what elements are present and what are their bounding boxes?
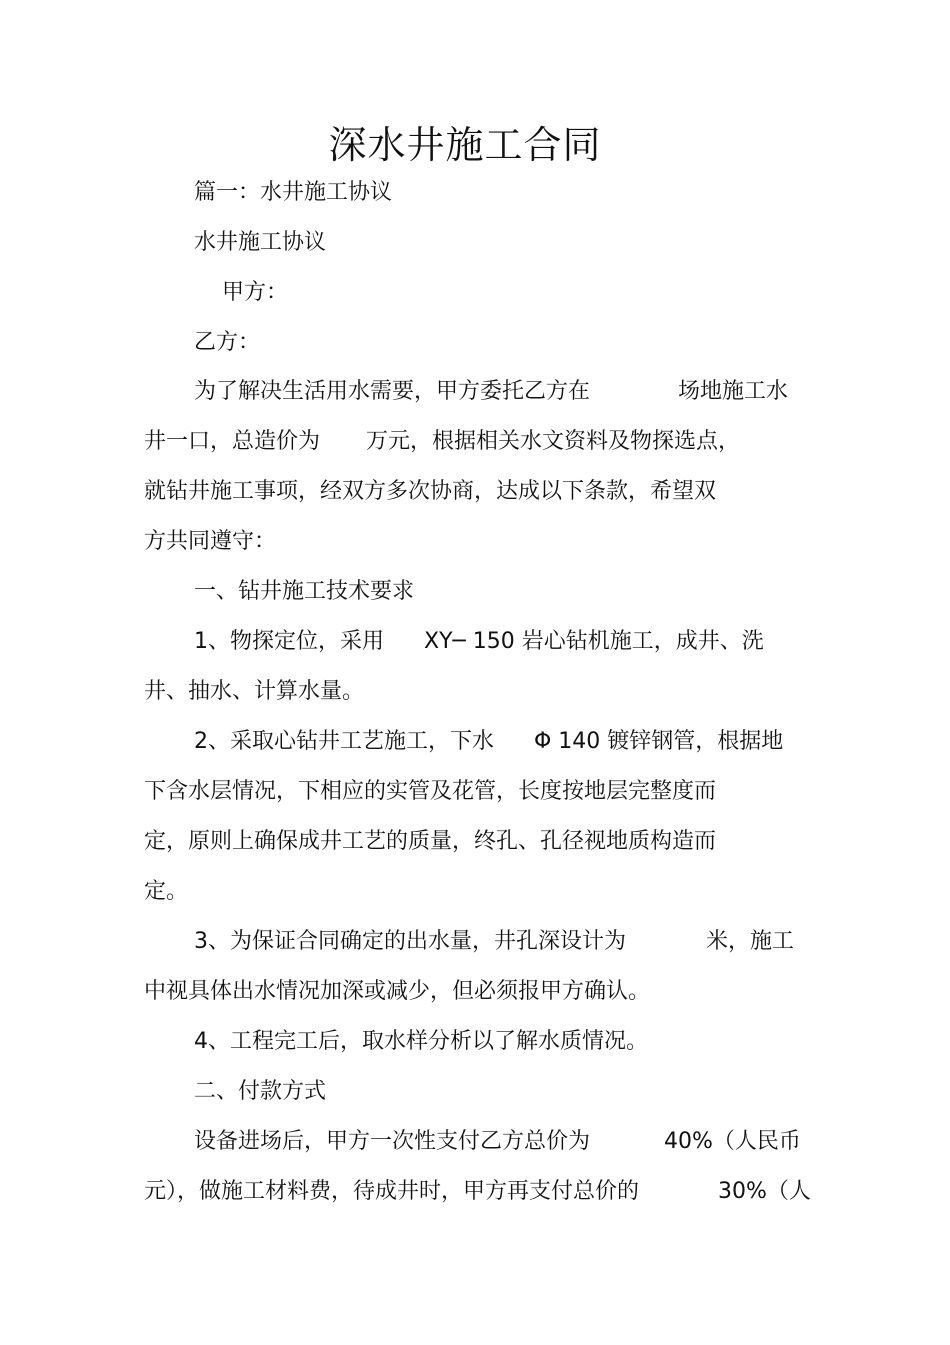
intro-line-4: 方共同遵守： <box>144 529 277 554</box>
section-2-heading: 二、付款方式 <box>194 1079 327 1104</box>
item-3-line-1b: 米，施工 <box>706 929 795 954</box>
item-1-line-1b: XY─ 150 岩心钻机施工，成井、洗 <box>424 629 764 654</box>
intro-line-2a: 井一口，总造价为 <box>144 429 321 454</box>
payment-line-2b: 30%（人 <box>718 1179 811 1204</box>
item-2-line-1a: 2、采取心钻井工艺施工，下水 <box>194 729 494 754</box>
chapter-heading: 篇一：水井施工协议 <box>194 180 393 205</box>
item-3-line-1a: 3、为保证合同确定的出水量，井孔深设计为 <box>194 929 626 954</box>
item-4-line: 4、工程完工后，取水样分析以了解水质情况。 <box>194 1029 648 1054</box>
item-2-line-4: 定。 <box>144 879 189 904</box>
subtitle: 水井施工协议 <box>194 230 327 255</box>
intro-line-1b: 场地施工水 <box>678 379 789 404</box>
payment-line-2a: 元），做施工材料费，待成井时，甲方再支付总价的 <box>144 1179 640 1204</box>
intro-line-3: 就钻井施工事项，经双方多次协商，达成以下条款，希望双 <box>144 479 717 504</box>
party-a-label: 甲方： <box>222 280 289 305</box>
item-2-line-2: 下含水层情况，下相应的实管及花管，长度按地层完整度而 <box>144 779 717 804</box>
payment-line-1a: 设备进场后，甲方一次性支付乙方总价为 <box>194 1129 591 1154</box>
item-2-line-1b: Φ 140 镀锌钢管，根据地 <box>534 729 784 754</box>
intro-line-2b: 万元，根据相关水文资料及物探选点， <box>366 429 741 454</box>
document-title: 深水井施工合同 <box>328 123 602 167</box>
payment-line-1b: 40%（人民币 <box>664 1129 801 1154</box>
section-1-heading: 一、钻井施工技术要求 <box>194 579 415 604</box>
item-1-line-1a: 1、物探定位，采用 <box>194 629 384 654</box>
party-b-label: 乙方： <box>194 330 261 355</box>
item-3-line-2: 中视具体出水情况加深或减少，但必须报甲方确认。 <box>144 979 651 1004</box>
intro-line-1a: 为了解决生活用水需要，甲方委托乙方在 <box>194 379 591 404</box>
item-1-line-2: 井、抽水、计算水量。 <box>144 679 365 704</box>
item-2-line-3: 定，原则上确保成井工艺的质量，终孔、孔径视地质构造而 <box>144 829 717 854</box>
